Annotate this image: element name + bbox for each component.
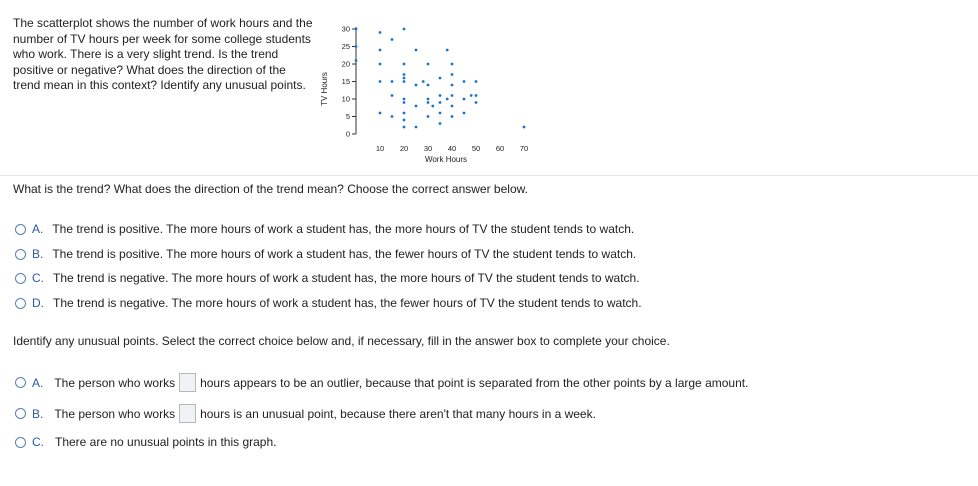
scatter-point — [439, 101, 442, 104]
option-text-before: The person who works — [54, 375, 176, 390]
radio-button[interactable] — [15, 437, 26, 448]
q2-option-b[interactable] — [15, 404, 596, 423]
scatter-point — [403, 73, 406, 76]
option-letter: A. — [32, 222, 44, 236]
scatter-point — [451, 73, 454, 76]
radio-button[interactable] — [15, 273, 26, 284]
scatter-point — [427, 101, 430, 104]
scatter-point — [415, 105, 418, 108]
scatter-point — [403, 119, 406, 122]
scatter-point — [475, 101, 478, 104]
x-tick-label: 60 — [495, 144, 505, 153]
option-letter: D. — [32, 296, 44, 310]
scatter-point — [451, 94, 454, 97]
y-tick-label: 5 — [345, 112, 350, 121]
option-text-after: hours appears to be an outlier, because that point is separated from the other points by a large amount. — [200, 375, 749, 390]
q2-option-c[interactable] — [15, 435, 276, 449]
scatter-point — [379, 80, 382, 83]
scatter-point — [427, 84, 430, 87]
scatter-point — [427, 115, 430, 118]
q2-option-a[interactable] — [15, 373, 748, 392]
scatter-point — [439, 112, 442, 115]
option-letter: C. — [32, 435, 44, 449]
x-tick-label: 10 — [375, 144, 385, 153]
scatter-point — [451, 115, 454, 118]
scatter-point — [463, 80, 466, 83]
scatter-point — [391, 80, 394, 83]
option-letter: A. — [32, 375, 44, 390]
scatter-point — [403, 80, 406, 83]
scatter-point — [403, 63, 406, 66]
scatter-point — [379, 112, 382, 115]
scatter-point — [379, 49, 382, 52]
scatter-point — [439, 94, 442, 97]
scatter-point — [439, 122, 442, 125]
scatter-point — [427, 98, 430, 101]
scatter-point — [475, 80, 478, 83]
scatter-point — [355, 45, 358, 48]
y-axis-label: TV Hours — [320, 72, 329, 106]
option-text: There are no unusual points in this graph. — [55, 435, 277, 449]
scatter-point — [415, 126, 418, 129]
x-tick-label: 30 — [423, 144, 433, 153]
scatter-point — [403, 126, 406, 129]
scatter-point — [415, 49, 418, 52]
scatter-point — [427, 63, 430, 66]
scatter-point — [431, 105, 434, 108]
q1-option-c[interactable] — [15, 271, 640, 285]
option-text: The trend is positive. The more hours of work a student has, the more hours of TV the student tends to watch. — [52, 222, 635, 236]
scatter-point — [451, 84, 454, 87]
scatter-point — [463, 98, 466, 101]
y-tick-label: 20 — [341, 59, 350, 69]
radio-button[interactable] — [15, 377, 26, 388]
option-text-after: hours is an unusual point, because there aren't that many hours in a week. — [200, 406, 596, 421]
scatter-point — [391, 115, 394, 118]
scatter-point — [422, 80, 425, 83]
question1-prompt: What is the trend? What does the direction of the trend mean? Choose the correct answer below. — [13, 182, 528, 196]
x-tick-label: 40 — [447, 144, 457, 153]
y-tick-label: 30 — [341, 24, 350, 34]
radio-button[interactable] — [15, 224, 26, 235]
scatter-point — [439, 77, 442, 80]
scatter-point — [379, 63, 382, 66]
x-tick-label: 50 — [471, 144, 481, 153]
option-letter: B. — [32, 247, 44, 261]
scatter-point — [403, 112, 406, 115]
scatter-point — [391, 94, 394, 97]
q1-option-a[interactable] — [15, 222, 634, 236]
scatterplot — [318, 14, 538, 166]
scatter-point — [403, 77, 406, 80]
scatter-point — [391, 38, 394, 41]
scatter-point — [475, 94, 478, 97]
radio-button[interactable] — [15, 408, 26, 419]
section-divider — [0, 175, 978, 176]
y-tick-label: 0 — [345, 129, 350, 139]
option-text: The trend is positive. The more hours of work a student has, the fewer hours of TV the student tends to watch. — [52, 247, 637, 261]
scatter-point — [446, 49, 449, 52]
question2-prompt: Identify any unusual points. Select the correct choice below and, if necessary, fill in the answer box to complete your choice. — [13, 334, 670, 348]
y-tick-label: 15 — [341, 77, 350, 86]
scatter-point — [451, 63, 454, 66]
y-tick-label: 10 — [341, 94, 350, 104]
plot-ticks — [342, 25, 529, 154]
option-letter: C. — [32, 271, 44, 285]
q1-option-d[interactable] — [15, 296, 642, 310]
y-tick-label: 25 — [341, 42, 350, 51]
scatter-point — [451, 105, 454, 108]
scatter-point — [523, 126, 526, 129]
scatter-point — [415, 84, 418, 87]
radio-button[interactable] — [15, 249, 26, 260]
problem-statement: The scatterplot shows the number of work hours and the number of TV hours per week for some college students who work. There is a very slight trend. Is the trend positive or negative? What does the direction of the trend mean in this context? Identify any unusual points. — [13, 16, 313, 92]
plot-points — [355, 28, 526, 129]
answer-input-box[interactable] — [179, 373, 196, 392]
scatter-point — [463, 112, 466, 115]
x-tick-label: 20 — [399, 144, 409, 153]
x-axis-label: Work Hours — [424, 155, 468, 164]
option-text-before: The person who works — [54, 406, 176, 421]
scatter-point — [470, 94, 473, 97]
answer-input-box[interactable] — [179, 404, 196, 423]
scatter-point — [355, 28, 358, 31]
x-tick-label: 70 — [519, 144, 529, 153]
scatter-point — [446, 98, 449, 101]
q1-option-b[interactable] — [15, 247, 636, 261]
option-letter: B. — [32, 406, 44, 421]
option-text: The trend is negative. The more hours of work a student has, the more hours of TV the student tends to watch. — [53, 271, 640, 285]
option-text: The trend is negative. The more hours of work a student has, the fewer hours of TV the student tends to watch. — [53, 296, 642, 310]
scatter-point — [403, 98, 406, 101]
scatter-point — [379, 31, 382, 34]
radio-button[interactable] — [15, 298, 26, 309]
scatter-point — [403, 101, 406, 104]
scatter-point — [403, 28, 406, 31]
scatter-point — [355, 59, 358, 62]
